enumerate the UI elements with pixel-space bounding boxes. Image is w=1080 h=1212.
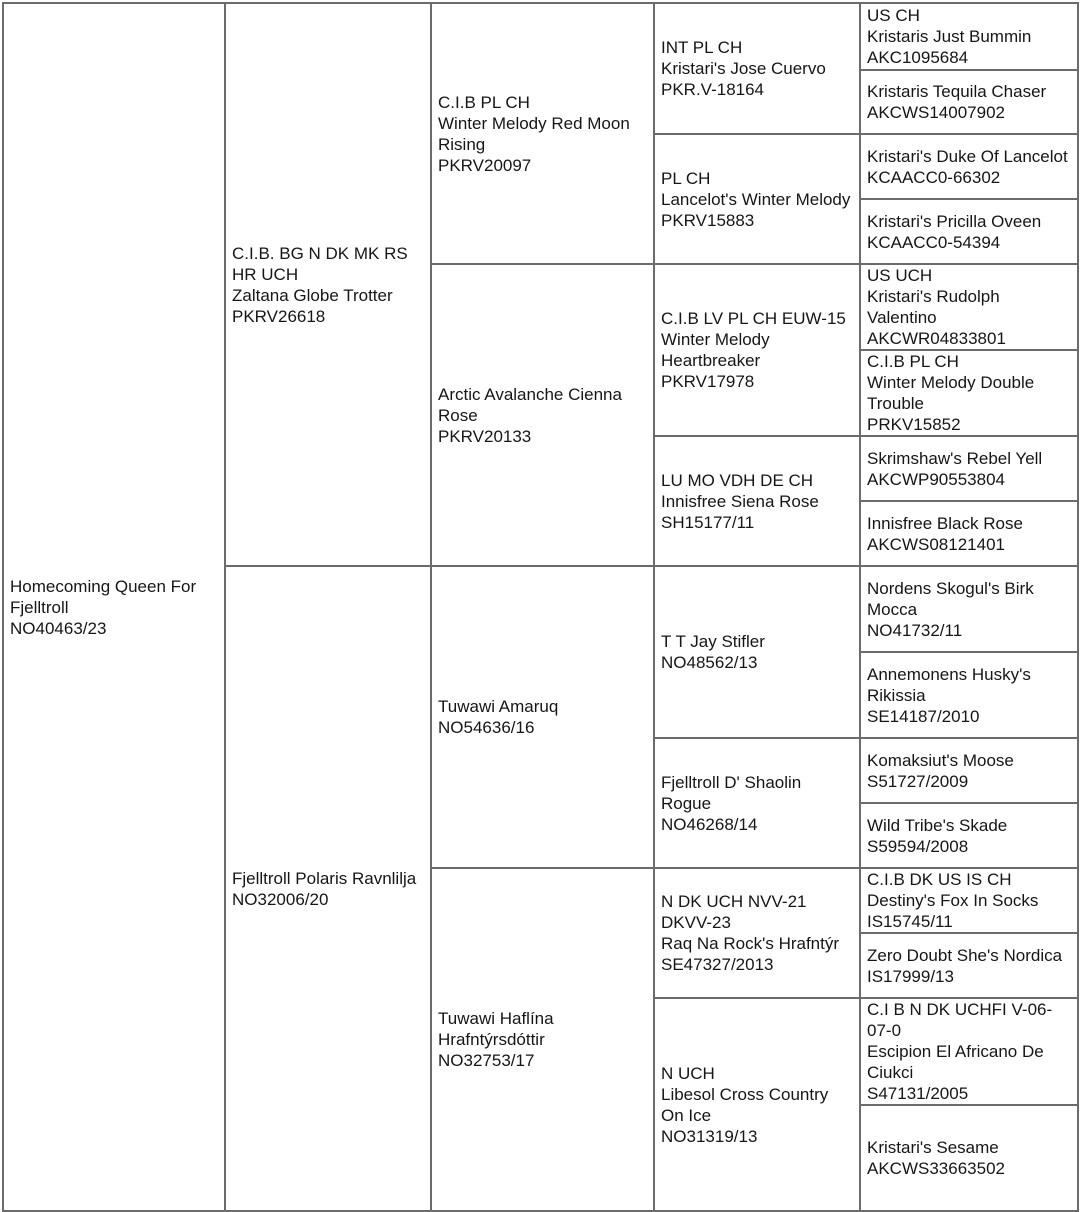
dog-entry-line: PKRV20097: [438, 155, 532, 175]
great-great-grandparent-cell: [859, 932, 1079, 999]
dog-entry-line: Zaltana Globe Trotter: [232, 285, 393, 305]
dog-entry-line: T T Jay Stifler: [661, 632, 765, 651]
dog-entry-line: AKCWP90553804: [867, 469, 1005, 489]
great-great-grandparent-cell: [859, 565, 1079, 653]
dog-entry: [661, 308, 855, 392]
dog-entry: [10, 576, 220, 639]
dog-entry-line: Destiny's Fox In Socks: [867, 891, 1039, 910]
dog-entry: [867, 146, 1068, 188]
dog-entry: [867, 5, 1031, 68]
dog-entry-line: C.I.B PL CH: [438, 92, 530, 112]
dog-entry-line: Arctic Avalanche Cienna Rose: [438, 384, 622, 425]
great-great-grandparent-cell: [859, 500, 1079, 567]
dog-entry: [867, 351, 1073, 435]
dog-entry-line: Nordens Skogul's Birk Mocca: [867, 578, 1034, 619]
dog-entry-line: AKCWS08121401: [867, 534, 1005, 554]
great-grandparent-cell: [653, 435, 861, 567]
dog-entry-line: KCAACC0-54394: [867, 232, 1001, 252]
dog-entry: [867, 265, 1073, 349]
great-great-grandparent-cell: [859, 651, 1079, 739]
dog-entry-line: US CH: [867, 6, 920, 25]
dog-entry-line: KCAACC0-66302: [867, 167, 1001, 187]
dog-entry-line: NO31319/13: [661, 1126, 758, 1146]
dog-entry: [661, 891, 855, 975]
great-great-grandparent-cell: [859, 69, 1079, 135]
dog-entry-line: Tuwawi Amaruq: [438, 697, 559, 716]
dog-entry-line: SE14187/2010: [867, 706, 980, 726]
great-grandparent-cell: [653, 565, 861, 739]
dog-entry-line: IS17999/13: [867, 966, 954, 986]
dog-entry-line: AKC1095684: [867, 48, 969, 67]
dog-entry: [867, 664, 1073, 727]
dog-entry-line: Kristari's Sesame: [867, 1138, 999, 1157]
dog-entry: [867, 81, 1046, 123]
dog-entry-line: Wild Tribe's Skade: [867, 815, 1008, 835]
dog-entry: [867, 869, 1038, 932]
dog-entry: [867, 750, 1014, 792]
dog-entry-line: Innisfree Siena Rose: [661, 491, 819, 511]
dog-entry-line: C.I.B DK US IS CH: [867, 870, 1012, 889]
dog-entry-line: PKRV20133: [438, 426, 532, 446]
dog-entry-line: Zero Doubt She's Nordica: [867, 945, 1063, 965]
dog-entry-line: PKRV26618: [232, 306, 326, 326]
dog-entry-line: Tuwawi Haflína Hrafntýrsdóttir: [438, 1009, 554, 1049]
great-great-grandparent-cell: [859, 435, 1079, 502]
dog-entry-line: Fjelltroll Polaris Ravnlilja: [232, 868, 417, 888]
dog-entry-line: C.I B N DK UCHFI V-06-07-0: [867, 1000, 1053, 1040]
dog-entry: [661, 37, 826, 100]
dam-cell: [224, 565, 432, 1212]
dog-entry-line: NO46268/14: [661, 814, 758, 834]
dog-entry-line: AKCWS33663502: [867, 1159, 1005, 1178]
dog-entry: [867, 1137, 1005, 1179]
dog-entry-line: PRKV15852: [867, 415, 961, 434]
dog-entry: [867, 999, 1073, 1104]
dog-entry-line: PL CH: [661, 168, 711, 188]
grandparent-cell: [430, 867, 655, 1212]
dog-entry-line: Komaksiut's Moose: [867, 750, 1014, 770]
dog-entry: [661, 772, 855, 835]
dog-entry-line: Innisfree Black Rose: [867, 513, 1023, 533]
great-great-grandparent-cell: [859, 263, 1079, 351]
dog-entry-line: Kristaris Tequila Chaser: [867, 82, 1047, 101]
dog-entry-line: Kristaris Just Bummin: [867, 27, 1032, 46]
dog-entry-line: LU MO VDH DE CH: [661, 470, 814, 490]
dog-entry-line: Winter Melody Red Moon Rising: [438, 113, 630, 154]
great-grandparent-cell: [653, 263, 861, 437]
great-grandparent-cell: [653, 2, 861, 135]
dog-entry-line: NO41732/11: [867, 620, 963, 640]
dog-entry-line: Libesol Cross Country On Ice: [661, 1084, 829, 1125]
great-great-grandparent-cell: [859, 349, 1079, 437]
subject-dog-cell: [2, 2, 226, 1212]
dog-entry-line: Winter Melody Heartbreaker: [661, 330, 770, 370]
dog-entry-line: N UCH: [661, 1063, 715, 1083]
dog-entry-line: Fjelltroll D' Shaolin Rogue: [661, 772, 802, 813]
dog-entry: [867, 578, 1073, 641]
grandparent-cell: [430, 565, 655, 869]
dog-entry-line: Kristari's Duke Of Lancelot: [867, 146, 1068, 166]
dog-entry: [438, 1008, 649, 1071]
dog-entry-line: Winter Melody Double Trouble: [867, 373, 1035, 413]
dog-entry-line: INT PL CH: [661, 38, 743, 57]
dog-entry: [867, 945, 1062, 987]
great-grandparent-cell: [653, 133, 861, 265]
dog-entry-line: S47131/2005: [867, 1084, 969, 1103]
dog-entry: [232, 868, 416, 910]
dog-entry: [867, 448, 1042, 490]
great-great-grandparent-cell: [859, 1104, 1079, 1212]
dog-entry-line: Lancelot's Winter Melody: [661, 189, 851, 209]
dog-entry-line: PKRV17978: [661, 372, 755, 391]
dog-entry-line: Kristari's Jose Cuervo: [661, 59, 826, 78]
dog-entry: [867, 513, 1023, 555]
dog-entry: [661, 1063, 855, 1147]
dog-entry-line: AKCWS14007902: [867, 103, 1005, 122]
dog-entry-line: Homecoming Queen For Fjelltroll: [10, 576, 197, 617]
dog-entry-line: PKRV15883: [661, 210, 755, 230]
dog-entry: [438, 92, 649, 176]
dog-entry-line: Escipion El Africano De Ciukci: [867, 1042, 1044, 1082]
dog-entry-line: IS15745/11: [867, 912, 953, 931]
great-grandparent-cell: [653, 867, 861, 999]
dog-entry-line: AKCWR04833801: [867, 329, 1006, 348]
dog-entry: [867, 211, 1041, 253]
grandparent-cell: [430, 2, 655, 265]
dog-entry: [661, 168, 850, 231]
dog-entry-line: Kristari's Rudolph Valentino: [867, 287, 1000, 327]
dog-entry-line: Raq Na Rock's Hrafntýr: [661, 934, 840, 953]
dog-entry-line: NO40463/23: [10, 618, 107, 638]
dog-entry-line: SE47327/2013: [661, 955, 774, 974]
sire-cell: [224, 2, 432, 567]
dog-entry-line: N DK UCH NVV-21 DKVV-23: [661, 892, 807, 932]
dog-entry: [438, 384, 649, 447]
grandparent-cell: [430, 263, 655, 567]
dog-entry-line: S59594/2008: [867, 836, 969, 856]
great-grandparent-cell: [653, 997, 861, 1212]
dog-entry-line: S51727/2009: [867, 771, 969, 791]
great-grandparent-cell: [653, 737, 861, 869]
great-great-grandparent-cell: [859, 737, 1079, 804]
dog-entry-line: PKR.V-18164: [661, 80, 765, 99]
dog-entry: [661, 470, 819, 533]
dog-entry-line: C.I.B LV PL CH EUW-15: [661, 309, 846, 328]
dog-entry: [438, 696, 558, 738]
dog-entry-line: Kristari's Pricilla Oveen: [867, 211, 1042, 231]
great-great-grandparent-cell: [859, 802, 1079, 869]
dog-entry-line: US UCH: [867, 266, 933, 285]
dog-entry: [661, 631, 765, 673]
dog-entry-line: Annemonens Husky's Rikissia: [867, 664, 1031, 705]
dog-entry-line: NO32753/17: [438, 1051, 535, 1070]
dog-entry-line: NO32006/20: [232, 889, 329, 909]
great-great-grandparent-cell: [859, 867, 1079, 934]
great-great-grandparent-cell: [859, 997, 1079, 1106]
dog-entry-line: Skrimshaw's Rebel Yell: [867, 448, 1043, 468]
dog-entry: [867, 815, 1007, 857]
great-great-grandparent-cell: [859, 2, 1079, 71]
dog-entry-line: NO48562/13: [661, 653, 758, 672]
dog-entry: [232, 243, 426, 327]
great-great-grandparent-cell: [859, 198, 1079, 265]
dog-entry-line: SH15177/11: [661, 512, 755, 532]
dog-entry-line: NO54636/16: [438, 718, 535, 737]
great-great-grandparent-cell: [859, 133, 1079, 200]
dog-entry-line: C.I.B PL CH: [867, 352, 959, 371]
dog-entry-line: C.I.B. BG N DK MK RS HR UCH: [232, 243, 408, 284]
